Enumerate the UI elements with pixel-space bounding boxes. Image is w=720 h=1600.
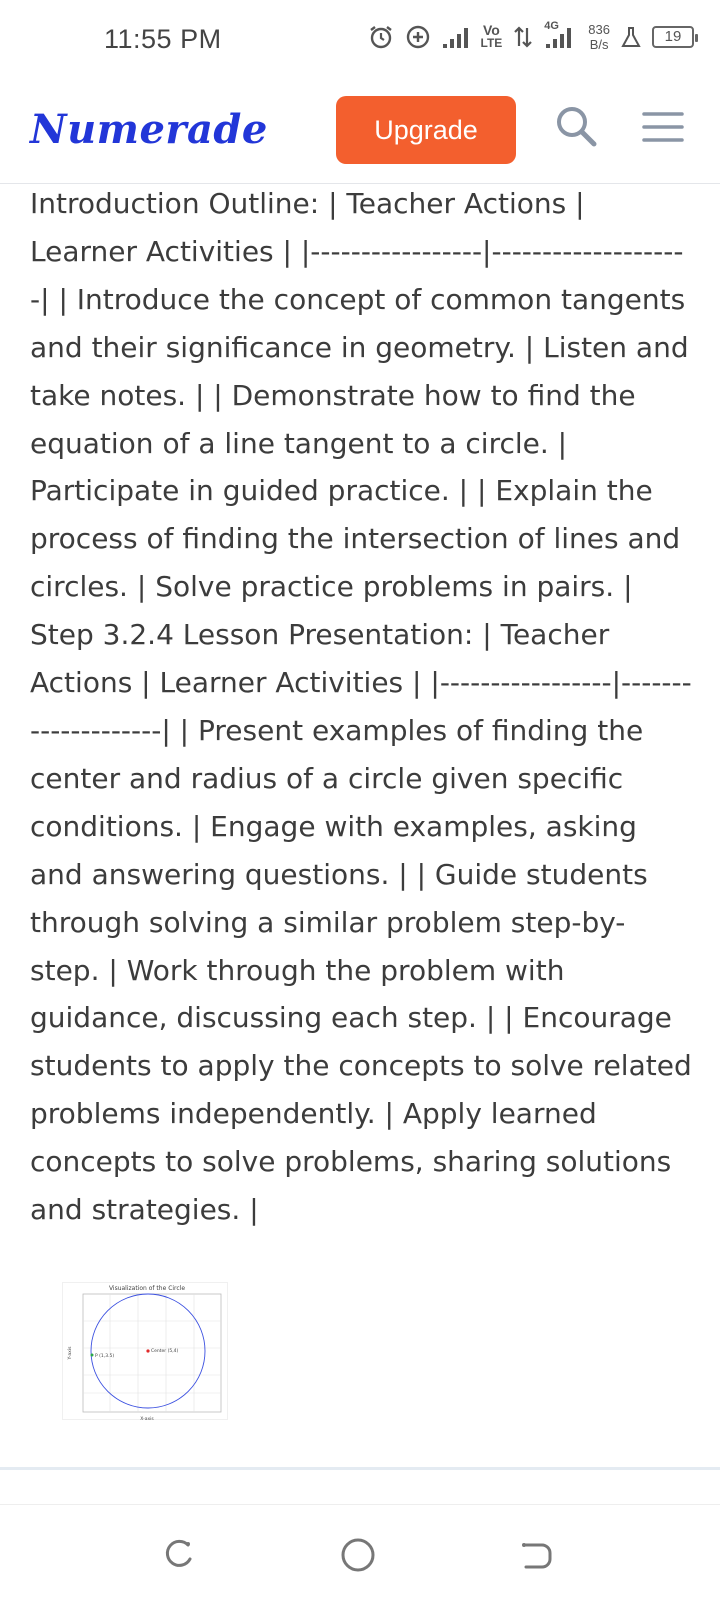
app-header: [0, 80, 720, 184]
recents-icon[interactable]: [160, 1535, 200, 1575]
upgrade-button[interactable]: Upgrade: [336, 96, 516, 164]
network-rate-unit: B/s: [589, 37, 609, 52]
question-text: Introduction Outline: | Teacher Actions | Learner Activities | |-----------------|--------------------| | Introduce the concept of common tangents and their significance in geometry. | Listen and take notes. | | Demonstrate how to find the equation of a line tangent to a circle. | Participate in guided practice. | | Explain the process of finding the intersection of lines and circles. | Solve practice problems in pairs. | Step 3.2.4 Lesson Presentation: | Teacher Actions | Learner Activities | |-----------------|--------------------| | Present examples of finding the center and radius of a circle given specific conditions. | Engage with examples, asking and answering questions. | | Guide students through solving a similar problem step-by-step. | Work through the problem with guidance, discussing each step. | | Encourage students to apply the concepts to solve related problems independently. | Apply learned concepts to solve problems, sharing solutions and strategies. |: [30, 187, 692, 1227]
alarm-icon: [367, 23, 395, 51]
home-icon[interactable]: [338, 1535, 378, 1575]
status-icons: [367, 22, 694, 52]
data-transfer-icon: [512, 24, 534, 50]
volte-top-label: Vo: [482, 22, 500, 38]
network-rate-value: 836: [588, 22, 610, 37]
battery-level: 19: [664, 28, 682, 45]
thumb-xlabel: X-axis: [140, 1417, 154, 1421]
battery-icon: [652, 26, 694, 48]
volte-icon: [481, 24, 503, 50]
circle-visualization-image[interactable]: [62, 1282, 228, 1420]
thumb-point-label: P (1,3.5): [95, 1354, 115, 1359]
back-icon[interactable]: [516, 1535, 556, 1575]
net-type-label: 4G: [544, 20, 559, 32]
volte-bottom-label: LTE: [480, 36, 503, 50]
numerade-logo[interactable]: Numerade: [30, 106, 268, 153]
hamburger-menu-icon[interactable]: [640, 104, 686, 150]
section-divider: [0, 1467, 720, 1470]
system-nav-bar: [0, 1504, 720, 1600]
warning-flask-icon: [620, 25, 642, 49]
signal-icon: [441, 25, 471, 49]
search-icon[interactable]: [552, 102, 602, 152]
status-bar: [0, 0, 720, 80]
thumb-title: Visualization of the Circle: [108, 1285, 186, 1292]
thumb-center-label: Center (5,4): [151, 1349, 179, 1354]
status-time: 11:55 PM: [104, 24, 222, 54]
data-saver-icon: [405, 24, 431, 50]
signal-4g-icon: [544, 20, 578, 50]
network-rate: [588, 22, 610, 52]
thumb-ylabel: Y-axis: [68, 1346, 73, 1360]
